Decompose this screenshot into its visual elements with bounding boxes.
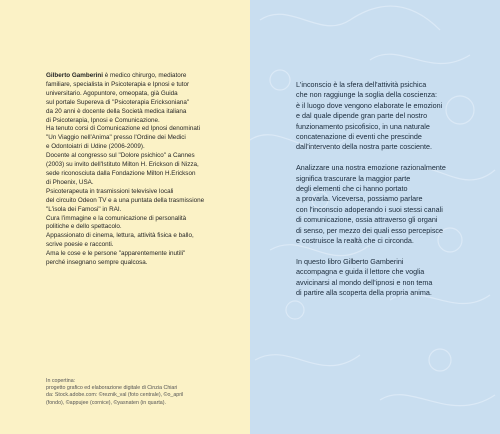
author-name: Gilberto Gamberini — [46, 72, 104, 79]
back-cover-blurb — [296, 80, 486, 309]
right-flap — [250, 0, 500, 434]
blurb-paragraph: L'inconscio è la sfera dell'attività psichica che non raggiunge la soglia della coscienza: è il luogo dove vengono elaborate le emozioni e dal quale dipende gran parte del nostro funzionamento psicofisico, in una naturale concatenazione di eventi che prescinde dall'intervento della nostra parte cosciente. — [296, 80, 443, 152]
blurb-paragraph: In questo libro Gilberto Gamberini accompagna e guida il lettore che voglia avvicinarsi al mondo dell'ipnosi e non tema di partire alla scoperta della propria anima. — [296, 256, 433, 298]
author-bio — [46, 72, 236, 268]
cover-credits: In copertina: progetto grafico ed elaborazione digitale di Cinzia Chiari da: Stock.adobe.com: ©reznik_val (foto centrale), ©o_april (fondo), ©appujee (cornice), ©yasnaten (in quarta). — [46, 378, 184, 406]
author-bio-text: è medico chirurgo, mediatore familiare, specialista in Psicoterapia e Ipnosi e tutor universitario. Agopuntore, omeopata, già Guida sul portale Supereva di "Psicoterapia Ericksoniana" da 20 anni è docente della Società medica italiana di Psicoterapia, Ipnosi e Comunicazione. Ha tenuto corsi di Comunicazione ed Ipnosi denominati "Un Viaggio nell'Anima" presso l'Ordine dei Medici e Odontoiatri di Udine (2006-2009). Docente al congresso sul "Dolore psichico" a Cannes (2003) su invito dell'Istituto Milton H. Erickson di Nizza, sede riconosciuta dalla Fondazione Milton H.Erickson di Phoenix, USA. Psicoterapeuta in trasmissioni televisive locali del circuito Odeon TV e a una puntata della trasmissione "L'isola dei Famosi" in RAI. Cura l'immagine e la comunicazione di personalità politiche e dello spettacolo. Appassionato di cinema, lettura, attività fisica e ballo, scrive poesie e racconti. Ama le cose e le persone "apparentemente inutili" perché insegnano sempre qualcosa. — [46, 72, 205, 267]
blurb-paragraph: Analizzare una nostra emozione razionalmente significa trascurare la maggior parte degli elementi che ci hanno portato a provarla. Viceversa, possiamo parlare con l'inconscio adoperando i suoi stessi canali di comunicazione, ossia attraverso gli organi di senso, per mezzo dei quali esso percepisce e costruisce la realtà che ci circonda. — [296, 163, 446, 246]
